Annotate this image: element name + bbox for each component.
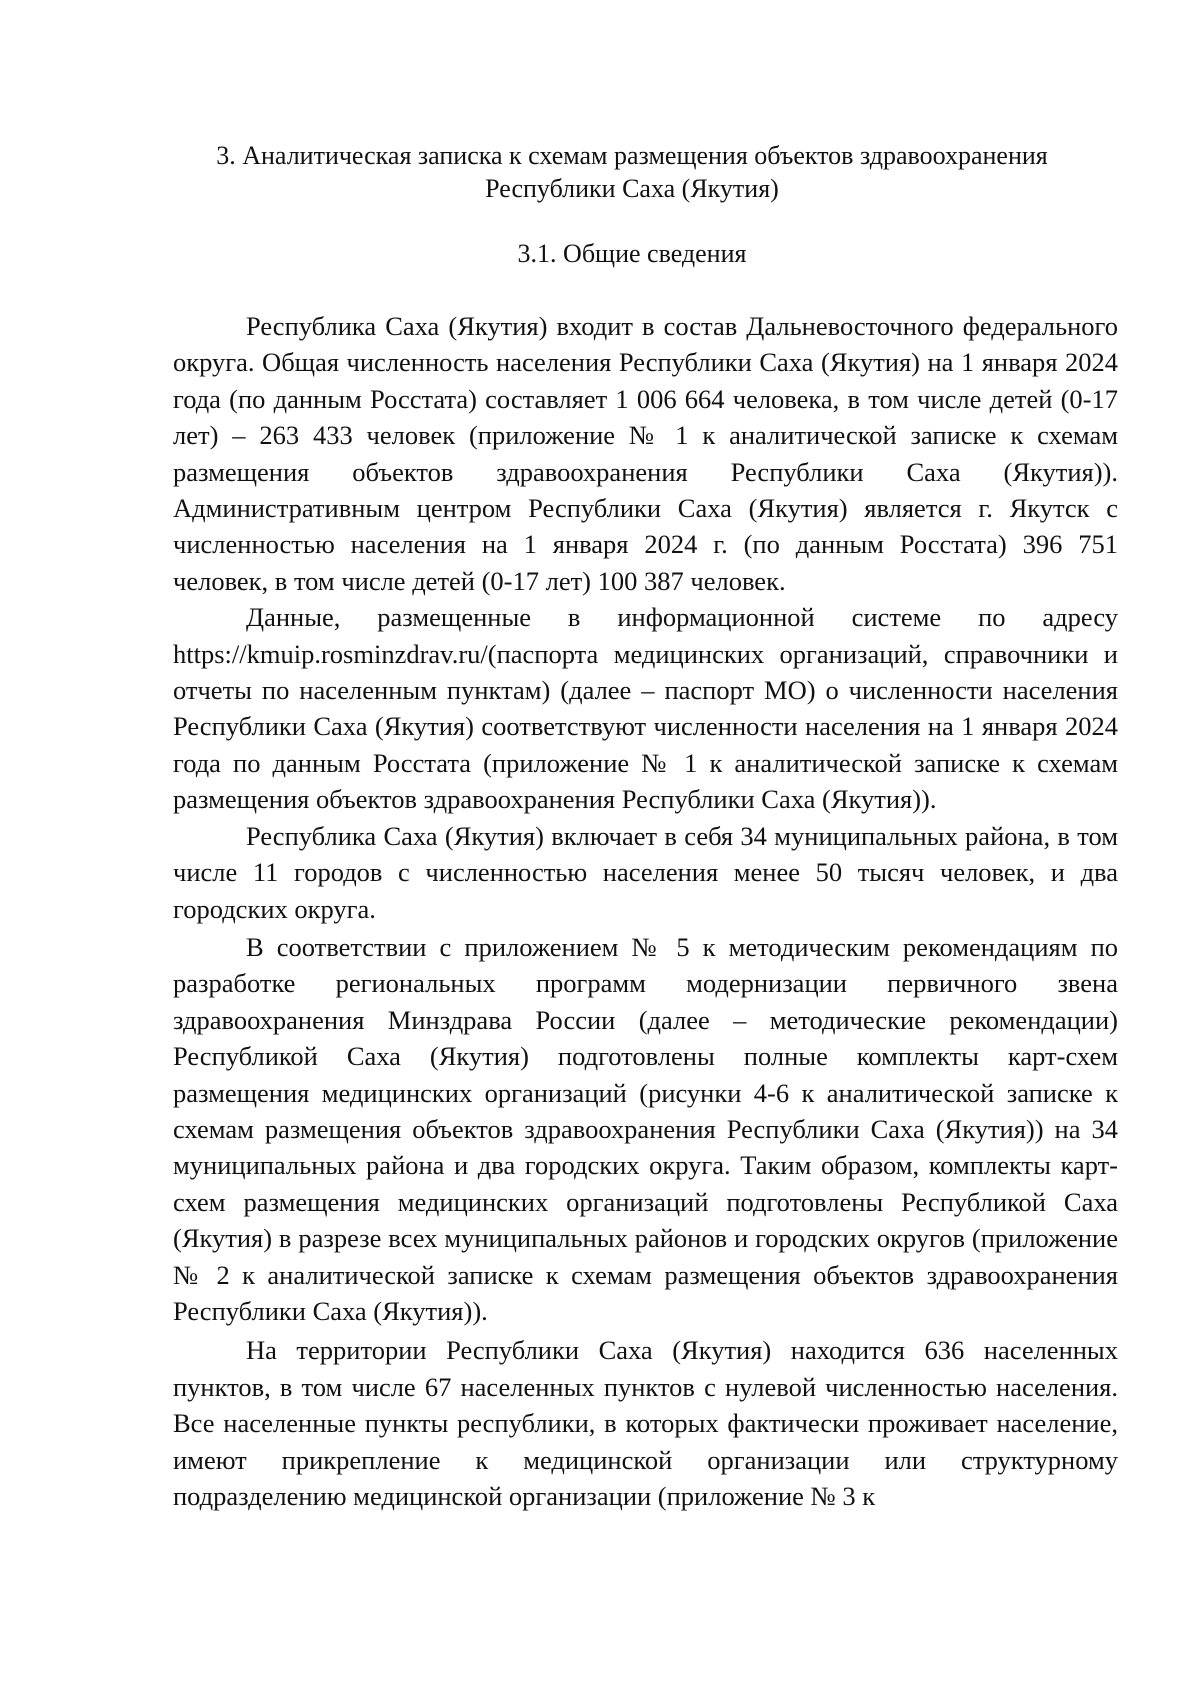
paragraph-municipal-districts: Республика Саха (Якутия) включает в себя 34 муниципальных района, в том числе 11 городов с численностью населения менее 50 тысяч человек, и два городских округа. — [173, 820, 1118, 924]
paragraph-population: Республика Саха (Якутия) входит в состав Дальневосточного федерального округа. Общая численность населения Республики Саха (Якутия) на 1 января 2024 года (по данным Росстата) составляет 1 006 664 человека, в том числе детей (0-17 лет) – 263 433 человек (приложение № 1 к аналитической записке к схемам размещения объектов здравоохранения Республики Саха (Якутия)). Административным центром Республики Саха (Якутия) является г. Якутск с численностью населения на 1 января 2024 г. (по данным Росстата) 396 751 человек, в том числе детей (0-17 лет) 100 387 человек. — [173, 311, 1118, 596]
document-body — [173, 308, 1118, 1514]
title-line-1: 3. Аналитическая записка к схемам размещения объектов здравоохранения — [216, 141, 1048, 170]
paragraph-information-system: Данные, размещенные в информационной системе по адресу https://kmuip.rosminzdrav.ru/(паспорта медицинских организаций, справочники и отчеты по населенным пунктам) (далее – паспорт МО) о численности населения Республики Саха (Якутия) соответствуют численности населения на 1 января 2024 года по данным Росстата (приложение № 1 к аналитической записке к схемам размещения объектов здравоохранения Республики Саха (Якутия)). — [173, 602, 1118, 815]
paragraph-settlements: На территории Республики Саха (Якутия) находится 636 населенных пунктов, в том числе 67 населенных пунктов с нулевой численностью населения. Все населенные пункты республики, в которых фактически проживает население, имеют прикрепление к медицинской организации или структурному подразделению медицинской организации (приложение № 3 к — [173, 1335, 1118, 1511]
title-line-2: Республики Саха (Якутия) — [485, 174, 779, 203]
document-title — [160, 139, 1104, 205]
paragraph-map-schemes: В соответствии с приложением № 5 к методическим рекомендациям по разработке региональных программ модернизации первичного звена здравоохранения Минздрава России (далее – методические рекомендации) Республикой Саха (Якутия) подготовлены полные комплекты карт-схем размещения медицинских организаций (рисунки 4-6 к аналитической записке к схемам размещения объектов здравоохранения Республики Саха (Якутия)) на 34 муниципальных района и два городских округа. Таким образом, комплекты карт-схем размещения медицинских организаций подготовлены Республикой Саха (Якутия) в разрезе всех муниципальных районов и городских округов (приложение № 2 к аналитической записке к схемам размещения объектов здравоохранения Республики Саха (Якутия)). — [173, 931, 1118, 1326]
section-heading: 3.1. Общие сведения — [517, 239, 747, 268]
